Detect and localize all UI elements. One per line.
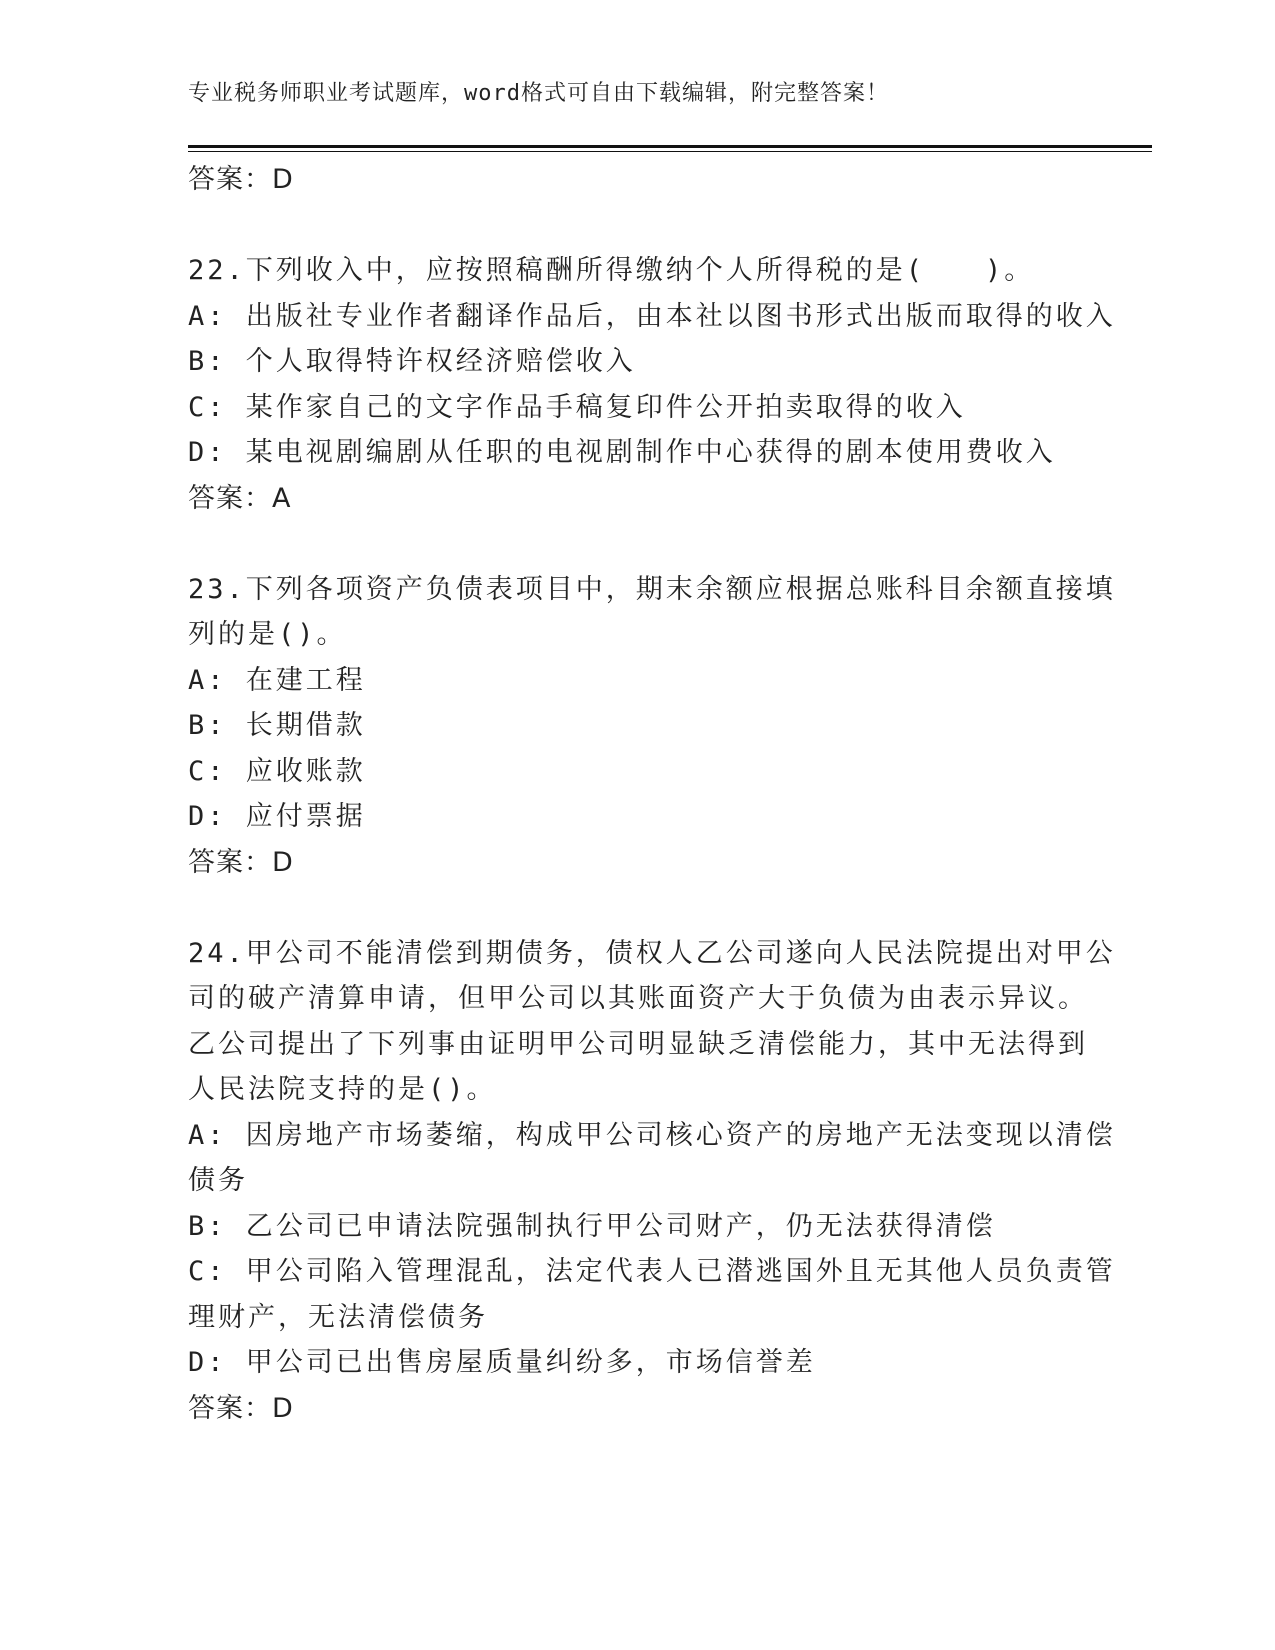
answer-line: 答案：D (188, 164, 294, 195)
question-stem: 24.甲公司不能清偿到期债务，债权人乙公司遂向人民法院提出对甲公 (188, 937, 1116, 969)
question-stem: 列的是()。 (188, 619, 347, 650)
option-c: C: 某作家自己的文字作品手稿复印件公开拍卖取得的收入 (188, 391, 966, 423)
option-c: C: 甲公司陷入管理混乱，法定代表人已潜逃国外且无其他人员负责管 (188, 1256, 1116, 1287)
answer-line: 答案：A (188, 482, 292, 514)
option-b: B: 个人取得特许权经济赔偿收入 (188, 346, 636, 377)
question-stem: 22.下列收入中，应按照稿酬所得缴纳个人所得税的是( )。 (188, 255, 1035, 286)
option-d: D: 某电视剧编剧从任职的电视剧制作中心获得的剧本使用费收入 (188, 437, 1056, 468)
question-22 (188, 248, 1116, 521)
option-a-cont: 债务 (188, 1165, 248, 1196)
option-a: A: 因房地产市场萎缩，构成甲公司核心资产的房地产无法变现以清偿 (188, 1119, 1116, 1151)
document-body (188, 157, 1116, 1431)
option-a: A: 出版社专业作者翻译作品后，由本社以图书形式出版而取得的收入 (188, 300, 1116, 332)
header-rule-thin (188, 151, 1152, 152)
option-b: B: 乙公司已申请法院强制执行甲公司财产，仍无法获得清偿 (188, 1210, 996, 1242)
question-stem: 司的破产清算申请，但甲公司以其账面资产大于负债为由表示异议。 (188, 983, 1088, 1014)
page-header: 专业税务师职业考试题库，word格式可自由下载编辑，附完整答案！ (188, 81, 889, 106)
option-b: B: 长期借款 (188, 710, 366, 741)
option-a: A: 在建工程 (188, 664, 366, 696)
option-c: C: 应收账款 (188, 755, 366, 787)
spacer (188, 521, 1088, 567)
spacer (188, 203, 1088, 249)
header-rule-thick (188, 145, 1152, 148)
option-c-cont: 理财产，无法清偿债务 (188, 1301, 488, 1333)
question-stem: 23.下列各项资产负债表项目中，期末余额应根据总账科目余额直接填 (188, 573, 1116, 605)
question-24 (188, 931, 1116, 1432)
option-d: D: 甲公司已出售房屋质量纠纷多，市场信誉差 (188, 1347, 816, 1378)
answer-line: 答案：D (188, 846, 294, 878)
question-23 (188, 567, 1116, 886)
answer-line: 答案：D (188, 1392, 294, 1424)
question-stem: 人民法院支持的是()。 (188, 1074, 497, 1105)
spacer (188, 885, 1088, 931)
option-d: D: 应付票据 (188, 801, 366, 832)
question-stem: 乙公司提出了下列事由证明甲公司明显缺乏清偿能力，其中无法得到 (188, 1028, 1088, 1060)
